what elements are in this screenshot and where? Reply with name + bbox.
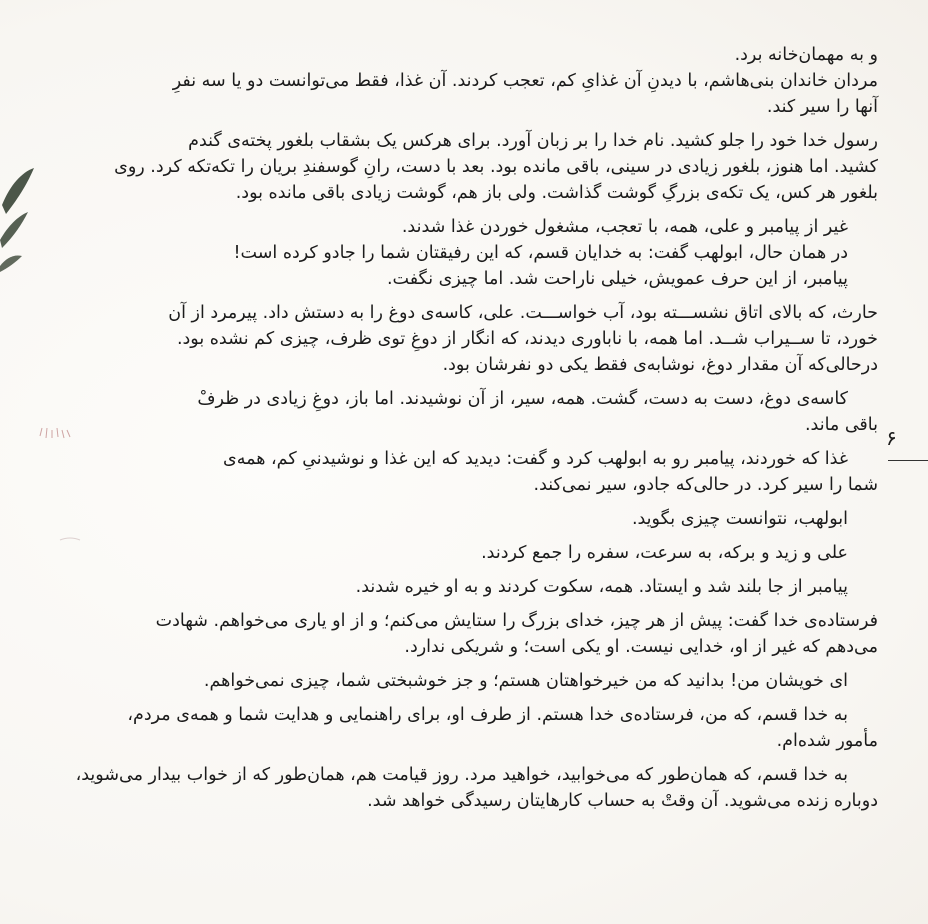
text-line: به خدا قسم، که من، فرستاده‌ی خدا هستم. از طرف او، برای راهنمایی و هدایت شما و همه‌ی مردم، — [127, 705, 848, 725]
text-line: آنها را سیر کند. — [766, 97, 878, 117]
text-line: به خدا قسم، که همان‌طور که می‌خوابید، خواهید مرد. روز قیامت هم، همان‌طور که از خواب بیدار می‌شوید، — [75, 765, 848, 785]
margin-rule — [888, 460, 928, 461]
text-line: می‌دهم که غیر از او، خدایی نیست. او یکی است؛ و شریکی ندارد. — [404, 637, 878, 657]
text-line: باقی ماند. — [804, 415, 878, 435]
text-line: غذا که خوردند، پیامبر رو به ابولهب کرد و گفت: دیدید که این غذا و نوشیدنیِ کم، همه‌ی — [223, 449, 848, 469]
leaf-decoration — [0, 212, 28, 248]
text-line: ابولهب، نتوانست چیزی بگوید. — [631, 509, 848, 529]
text-line: حارث، که بالای اتاق نشســـته بود، آب خواســـت. علی، کاسه‌ی دوغ را به دستش داد. پیرمرد از آن — [168, 303, 878, 323]
text-line: درحالی‌که آن مقدار دوغ، نوشابه‌ی فقط یکی دو نفرشان بود. — [442, 355, 878, 375]
text-line: در همان حال، ابولهب گفت: به خدایان قسم، که این رفیقتان شما را جادو کرده است! — [233, 243, 848, 263]
text-line: بلغور هر کس، یک تکه‌ی بزرگِ گوشت گذاشت. ولی باز هم، گوشت زیادی باقی مانده بود. — [235, 183, 878, 203]
leaf-decoration — [2, 168, 34, 214]
page-number: ۶ — [886, 426, 897, 450]
text-line: کاسه‌ی دوغ، دست به دست، گشت. همه، سیر، از آن نوشیدند. اما باز، دوغِ زیادی در ظرفْ — [197, 389, 848, 409]
text-line: پیامبر از جا بلند شد و ایستاد. همه، سکوت کردند و به او خیره شدند. — [355, 577, 848, 597]
text-line: فرستاده‌ی خدا گفت: پیش از هر چیز، خدای بزرگ را ستایش می‌کنم؛ و از او یاری می‌خواهم. شهادت — [155, 611, 878, 631]
text-line: علی و زید و برکه، به سرعت، سفره را جمع کردند. — [481, 543, 848, 563]
text-line: خورد، تا ســیراب شــد. اما همه، با ناباوری دیدند، که انگار از دوغِ توی ظرف، چیزی کم نشده بود. — [176, 329, 878, 349]
text-line: مردان خاندان بنی‌هاشم، با دیدنِ آن غذایِ کم، تعجب کردند. آن غذا، فقط می‌توانست دو یا سه نفرِ — [172, 71, 878, 91]
sketch-line — [60, 538, 80, 540]
text-line: پیامبر، از این حرف عمویش، خیلی ناراحت شد. اما چیزی نگفت. — [386, 269, 848, 289]
text-line: کشید. اما هنوز، بلغور زیادی در سینی، باقی مانده بود. بعد با دست، رانِ گوسفندِ بریان را تکه‌تکه کرد. روی — [114, 157, 878, 177]
text-line: مأمور شده‌ام. — [776, 731, 878, 751]
text-line: غیر از پیامبر و علی، همه، با تعجب، مشغول خوردن غذا شدند. — [401, 217, 848, 237]
leaf-decoration — [0, 255, 22, 272]
text-line: دوباره زنده می‌شوید. آن وقتْ به حساب کارهایتان رسیدگی خواهد شد. — [367, 791, 878, 811]
text-line: شما را سیر کرد. در حالی‌که جادو، سیر نمی‌کند. — [533, 475, 878, 495]
sketch-mark — [40, 428, 70, 438]
text-line: ای خویشان من! بدانید که من خیرخواهتان هستم؛ و جز خوشبختی شما، چیزی نمی‌خواهم. — [203, 671, 848, 691]
text-line: رسول خدا خود را جلو کشید. نام خدا را بر زبان آورد. برای هرکس یک بشقاب بلغور پخته‌ی گندم — [188, 131, 878, 151]
text-line: و به مهمان‌خانه برد. — [734, 45, 878, 65]
